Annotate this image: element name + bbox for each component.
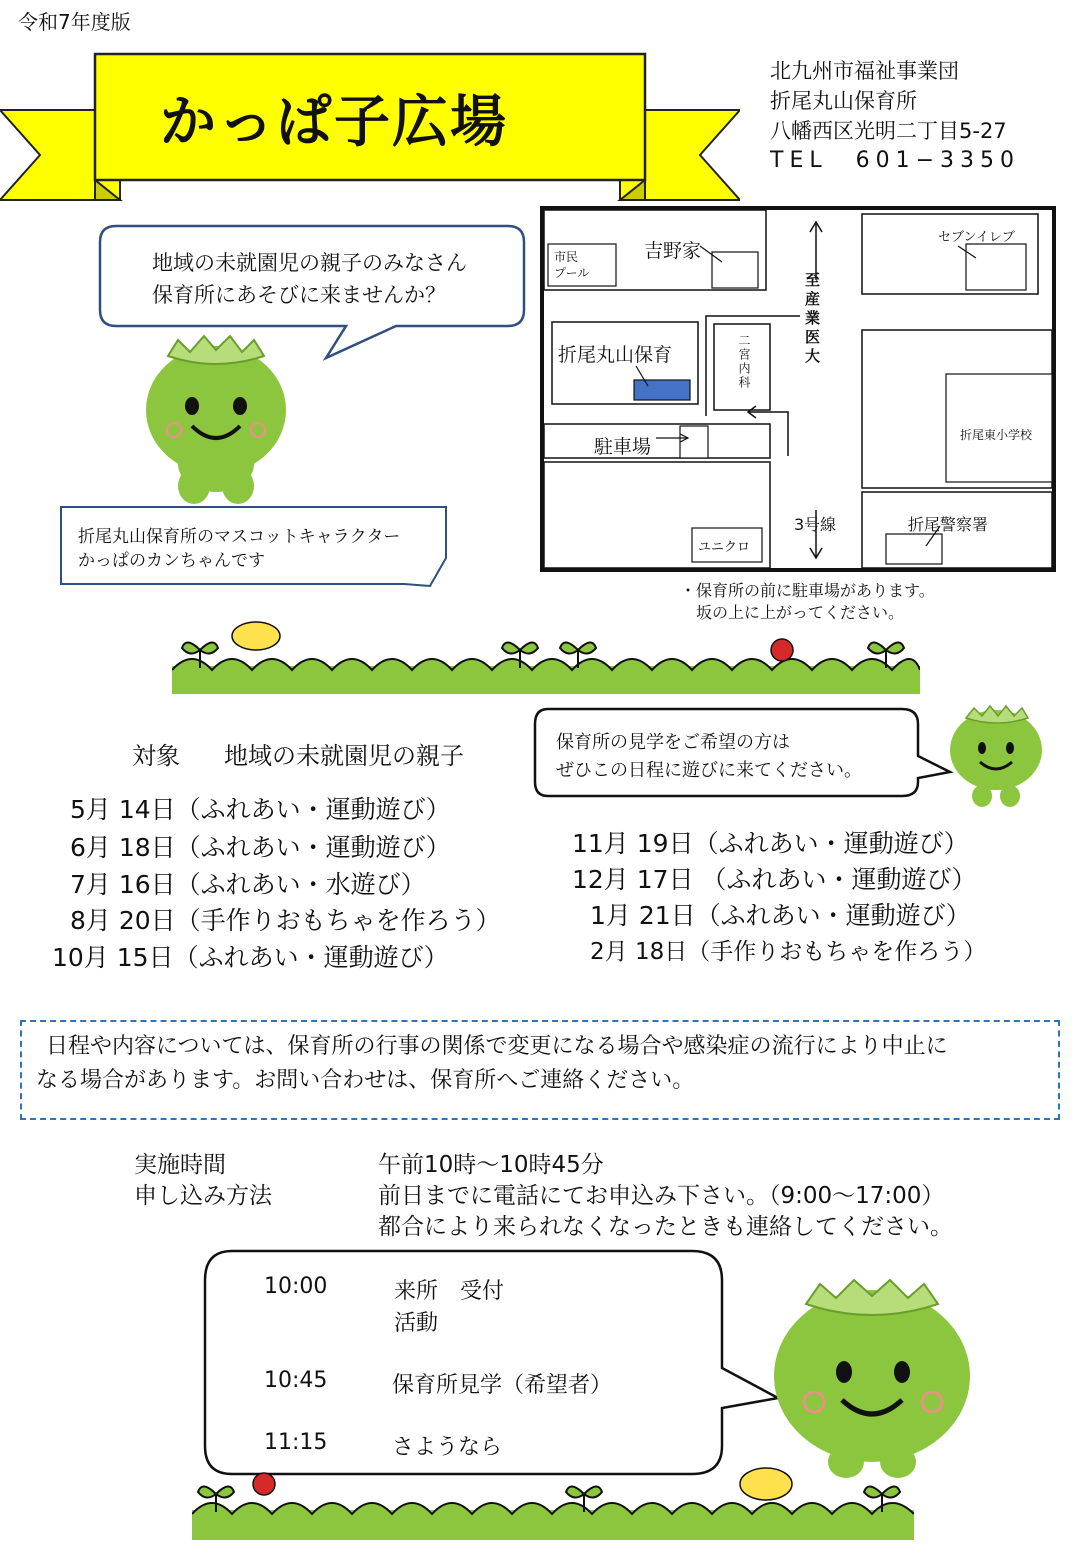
notice-line2: なる場合があります。お問い合わせは、保育所へご連絡ください。: [36, 1068, 695, 1093]
target-label: 対象: [132, 742, 180, 770]
schedule-right-item: 1月 21日（ふれあい・運動遊び）: [590, 901, 971, 930]
timeline-time: 10:45: [264, 1368, 328, 1393]
bubble-top-line1: 地域の未就園児の親子のみなさん: [152, 251, 467, 275]
mascot-note-line1: 折尾丸山保育所のマスコットキャラクター: [78, 527, 401, 547]
schedule-right-item: 12月 17日 （ふれあい・運動遊び）: [572, 865, 977, 894]
bubble-top-line2: 保育所にあそびに来ませんか？: [152, 283, 446, 307]
map-note-line1: ・保育所の前に駐車場があります。: [680, 581, 935, 600]
map-police-label: 折尾警察署: [908, 515, 989, 534]
organization-info: [770, 56, 1020, 176]
org-name: 北九州市福祉事業団: [770, 59, 959, 83]
schedule-right-item: 2月 18日（手作りおもちゃを作ろう）: [590, 939, 987, 965]
timeline-event-sub: 活動: [394, 1311, 439, 1336]
visit-bubble-line1: 保育所の見学をご希望の方は: [556, 732, 790, 753]
edition-label: 令和7年度版: [18, 10, 131, 34]
schedule-left-item: 10月 15日（ふれあい・運動遊び）: [52, 943, 449, 972]
apply-value2: 都合により来られなくなったときも連絡してください。: [378, 1214, 953, 1240]
map-parking-label: 駐車場: [594, 436, 652, 458]
apply-value1: 前日までに電話にてお申込み下さい。（9:00〜17:00）: [378, 1183, 945, 1209]
org-facility: 折尾丸山保育所: [770, 89, 917, 113]
grass-divider-icon: [172, 614, 920, 696]
map-hoikusho-label: 折尾丸山保育: [558, 344, 673, 366]
schedule-left-item: 6月 18日（ふれあい・運動遊び）: [70, 833, 451, 862]
timeline-event: さようなら: [392, 1435, 503, 1460]
schedule-left-item: 7月 16日（ふれあい・水遊び）: [70, 870, 426, 899]
apply-label: 申し込み方法: [134, 1183, 272, 1209]
map-pool-label1: 市民: [554, 250, 579, 264]
map-yoshinoya-label: 吉野家: [644, 240, 702, 262]
map-school-label: 折尾東小学校: [960, 428, 1033, 442]
schedule-left-item: 8月 20日（手作りおもちゃを作ろう）: [70, 906, 501, 935]
org-address: 八幡西区光明二丁目5-27: [770, 119, 1007, 143]
page-title: かっぱ子広場: [160, 90, 508, 155]
time-label: 実施時間: [134, 1152, 226, 1178]
kappa-mascot-icon: [134, 326, 302, 506]
timeline-time: 11:15: [264, 1430, 328, 1455]
org-tel: TEL 601−3350: [770, 148, 1021, 173]
target-value: 地域の未就園児の親子: [224, 742, 464, 770]
map-pool-label2: プール: [554, 266, 590, 280]
timeline-event: 保育所見学（希望者）: [392, 1373, 613, 1398]
grass-divider-bottom-icon: [192, 1454, 914, 1540]
map-ninomiya-label: 二宮内科: [737, 334, 751, 390]
kappa-mascot-large-icon: [766, 1276, 978, 1480]
timeline-event: 来所 受付: [394, 1279, 505, 1304]
notice-text: [36, 1030, 1046, 1098]
map-note-line2: 坂の上に上がってください。: [696, 603, 905, 622]
schedule-left-item: 5月 14日（ふれあい・運動遊び）: [70, 795, 451, 824]
schedule-right-item: 11月 19日（ふれあい・運動遊び）: [572, 829, 969, 858]
visit-bubble-line2: ぜひこの日程に遊びに来てください。: [556, 760, 862, 781]
timeline-time: 10:00: [264, 1274, 328, 1299]
notice-line1: 日程や内容については、保育所の行事の関係で変更になる場合や感染症の流行により中止に: [46, 1034, 948, 1059]
time-value: 午前10時〜10時45分: [378, 1152, 604, 1178]
map-to-sangyo-label: 至産業医大: [803, 272, 821, 367]
map-uniqlo-label: ユニクロ: [698, 540, 751, 555]
map-route-label: 3号線: [794, 515, 837, 534]
target-audience: [132, 736, 464, 771]
kappa-mascot-small-icon: [944, 700, 1048, 808]
mascot-note-line2: かっぱのカンちゃんです: [78, 551, 265, 571]
map-seven-eleven-label: セブンイレブ: [938, 230, 1015, 245]
access-map: [540, 206, 1056, 572]
